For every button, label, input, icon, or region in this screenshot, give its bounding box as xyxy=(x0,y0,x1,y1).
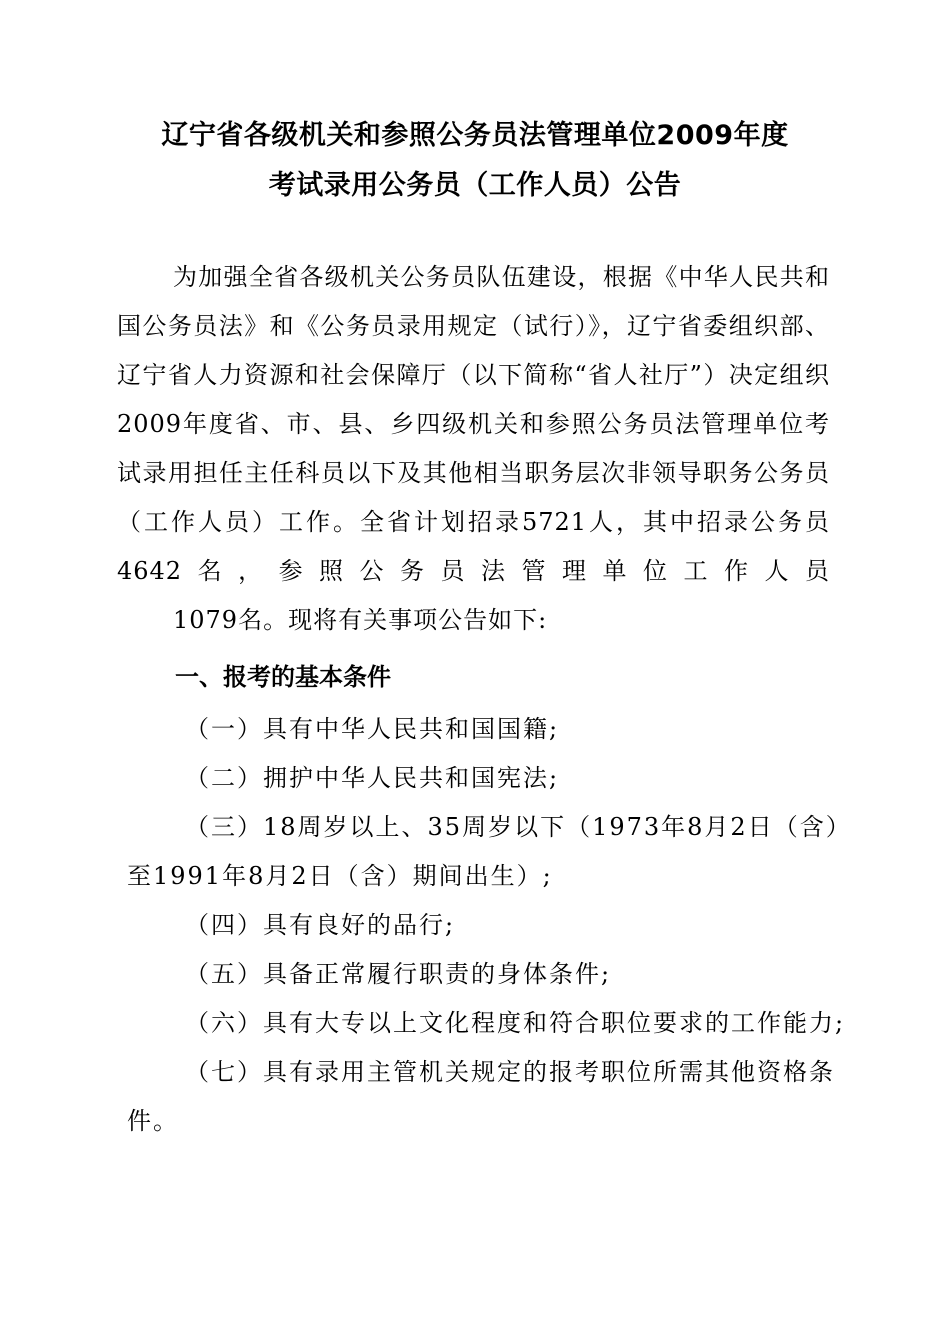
document-title-line-2: 考试录用公务员（工作人员）公告 xyxy=(268,170,682,201)
intro-last-line: 1079名。现将有关事项公告如下: xyxy=(173,606,548,634)
condition-item-3-line-2: 至1991年8月2日（含）期间出生）; xyxy=(127,862,553,890)
condition-item-7-line-1: （七）具有录用主管机关规定的报考职位所需其他资格条 xyxy=(185,1058,835,1086)
intro-paragraph xyxy=(117,253,830,645)
condition-item-3-line-1: （三）18周岁以上、35周岁以下（1973年8月2日（含） xyxy=(185,813,852,841)
document-title-line-1: 辽宁省各级机关和参照公务员法管理单位2009年度 xyxy=(161,120,789,151)
condition-item-6: （六）具有大专以上文化程度和符合职位要求的工作能力; xyxy=(185,1009,846,1037)
condition-item-4: （四）具有良好的品行; xyxy=(185,911,456,939)
intro-text: 为加强全省各级机关公务员队伍建设，根据《中华人民共和国公务员法》和《公务员录用规定（试行）》，辽宁省委组织部、辽宁省人力资源和社会保障厅（以下简称“省人社厅”）决定组织2009年度省、市、县、乡四级机关和参照公务员法管理单位考试录用担任主任科员以下及其他相当职务层次非领导职务公务员（工作人员）工作。全省计划招录5721人，其中招录公务员4642名，参照公务员法管理单位工作人员 xyxy=(117,263,830,585)
condition-item-2: （二）拥护中华人民共和国宪法; xyxy=(185,764,560,792)
condition-item-1: （一）具有中华人民共和国国籍; xyxy=(185,715,560,743)
section-heading-basic-conditions: 一、报考的基本条件 xyxy=(175,663,391,691)
condition-item-7-line-2: 件。 xyxy=(127,1107,179,1135)
condition-item-5: （五）具备正常履行职责的身体条件; xyxy=(185,960,612,988)
